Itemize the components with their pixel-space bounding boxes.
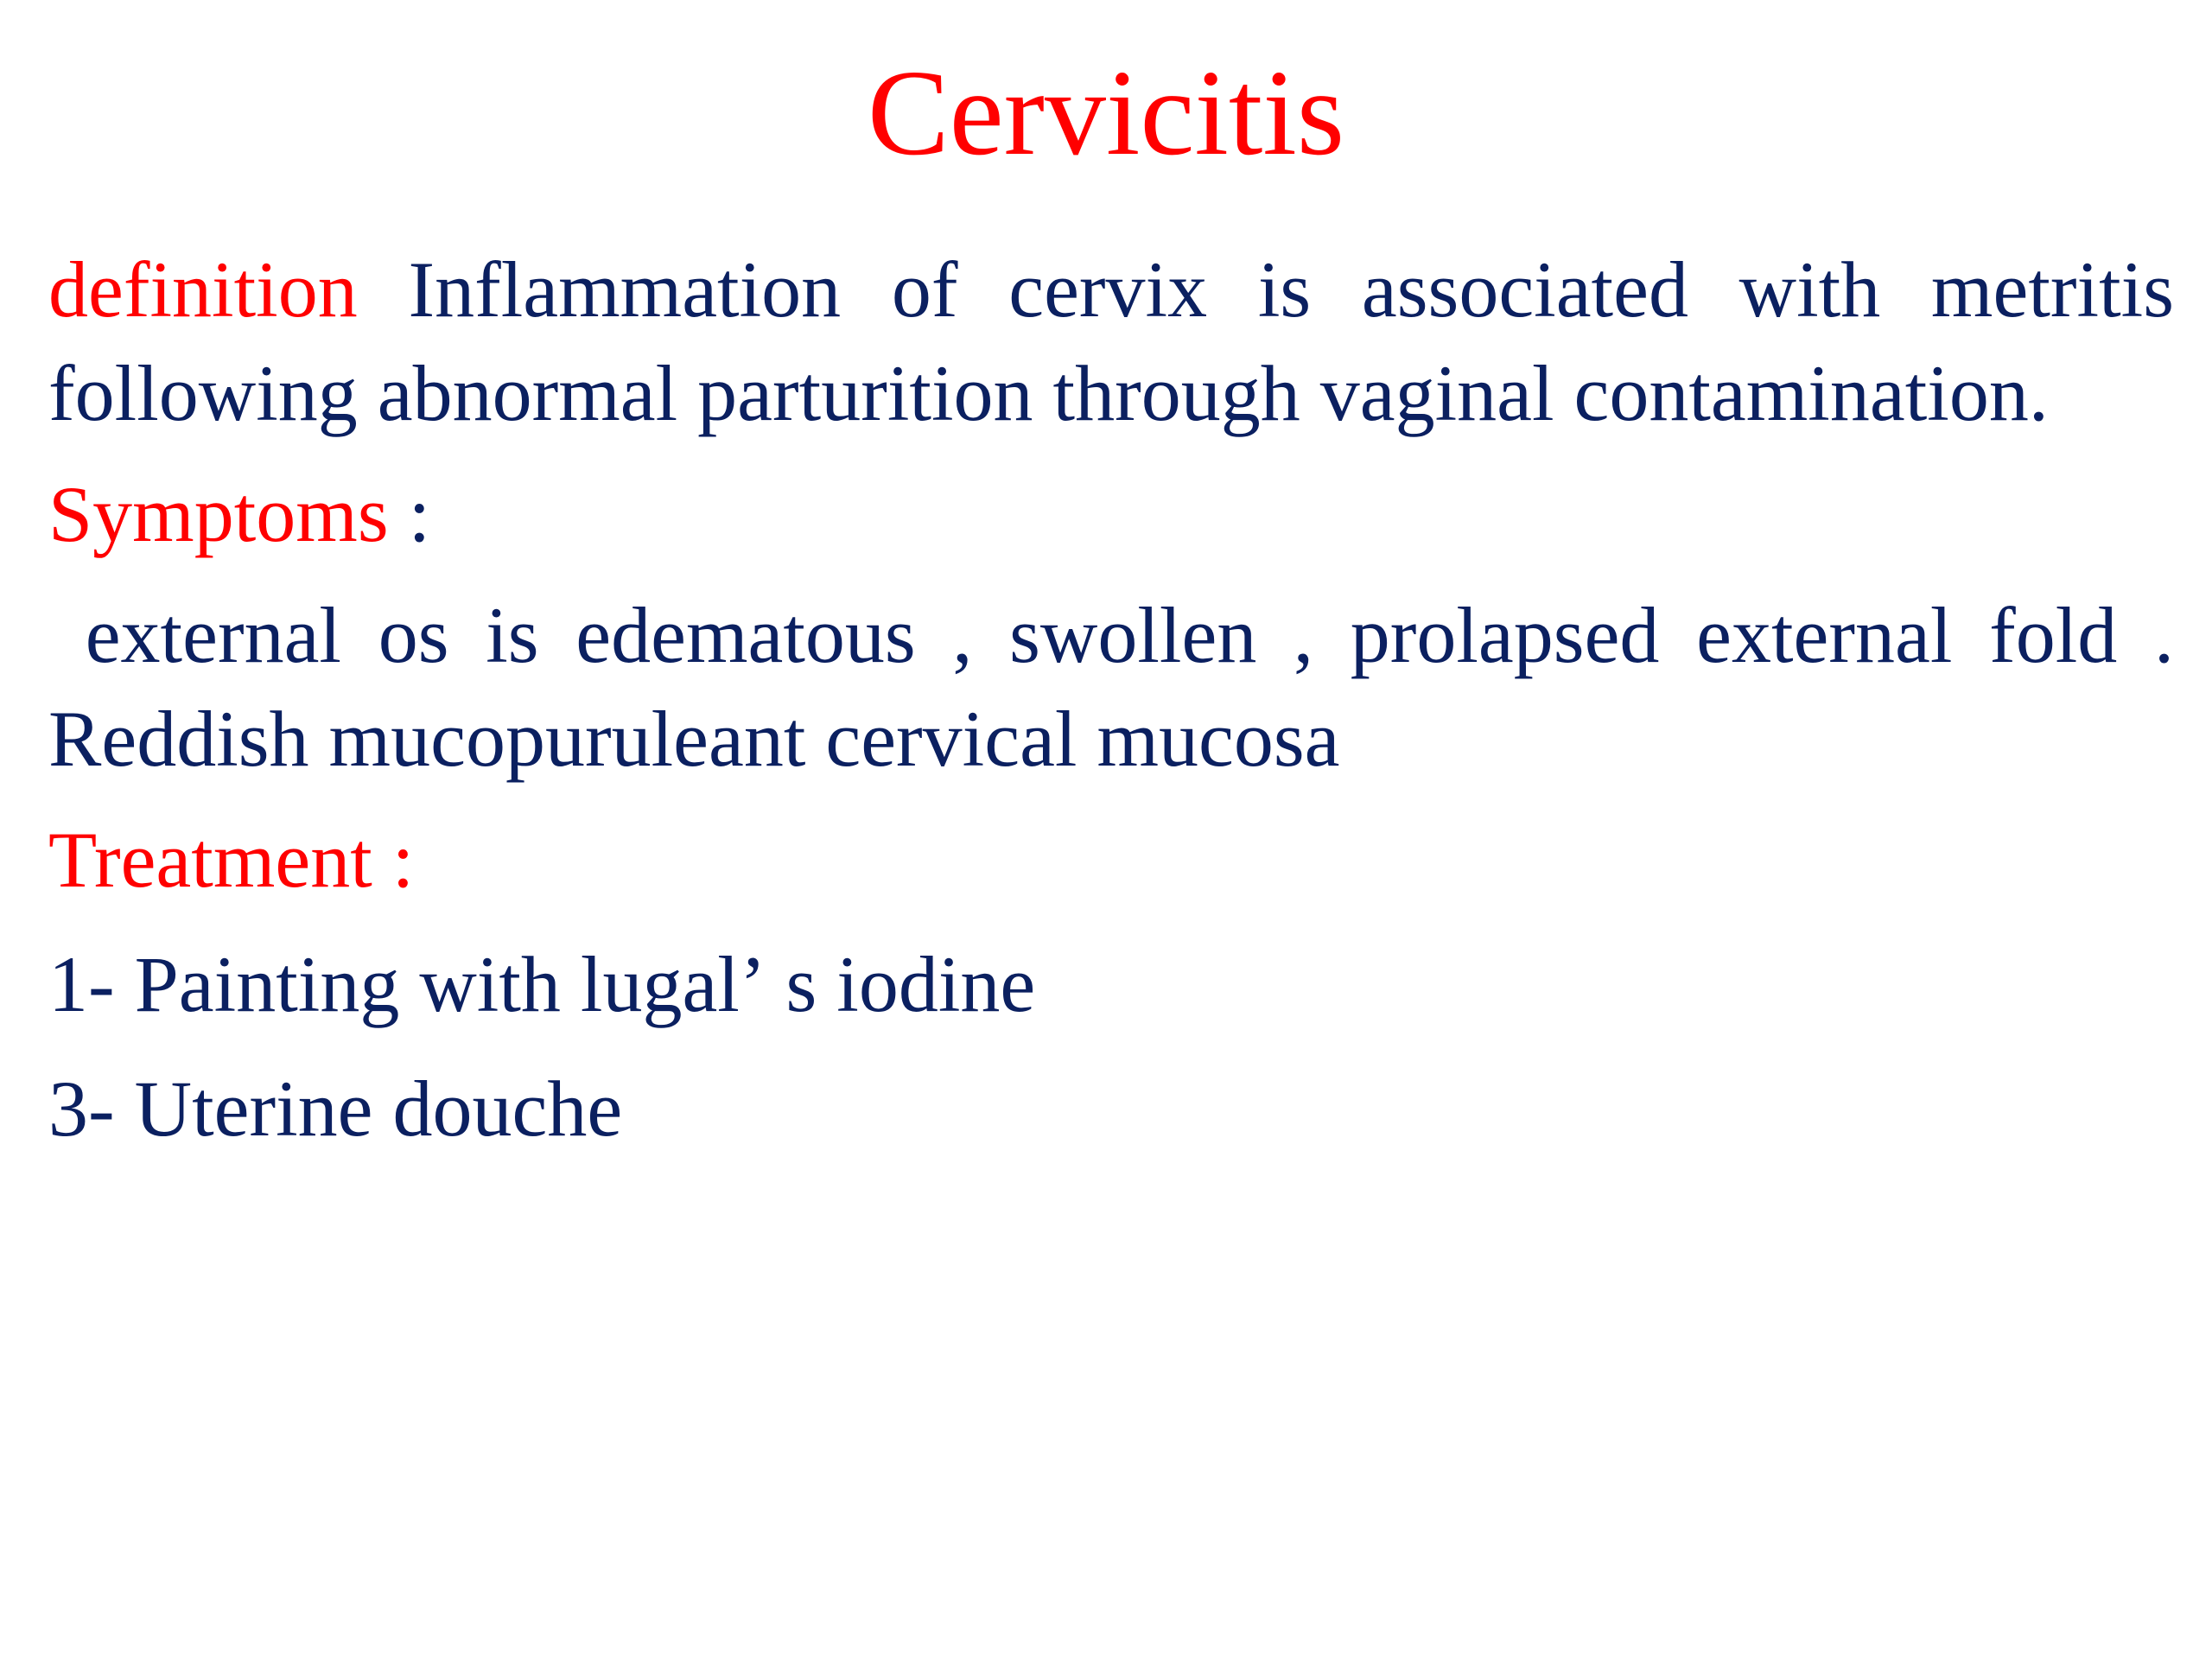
definition-text: Inflammation of cervix is associated with metritis following abnormal parturition through vaginal contamination. xyxy=(48,245,2175,437)
symptoms-colon: : xyxy=(388,470,431,558)
slide-body xyxy=(48,238,2174,1160)
symptoms-text: external os is edematous , swollen , prolapsed external fold . Reddish mucopuruleant cervical mucosa xyxy=(48,591,2174,783)
symptoms-heading xyxy=(48,462,2174,566)
definition-paragraph xyxy=(48,238,2174,445)
symptoms-label: Symptoms xyxy=(48,470,389,558)
treatment-item: 3- Uterine douche xyxy=(48,1065,623,1153)
symptoms-paragraph xyxy=(48,583,2174,791)
slide-title: Cervicitis xyxy=(867,44,1345,181)
treatment-item: 1- Painting with lugalʼ s iodine xyxy=(48,940,1036,1028)
definition-label: definition xyxy=(48,245,358,334)
treatment-heading: Treatment : xyxy=(48,816,415,904)
